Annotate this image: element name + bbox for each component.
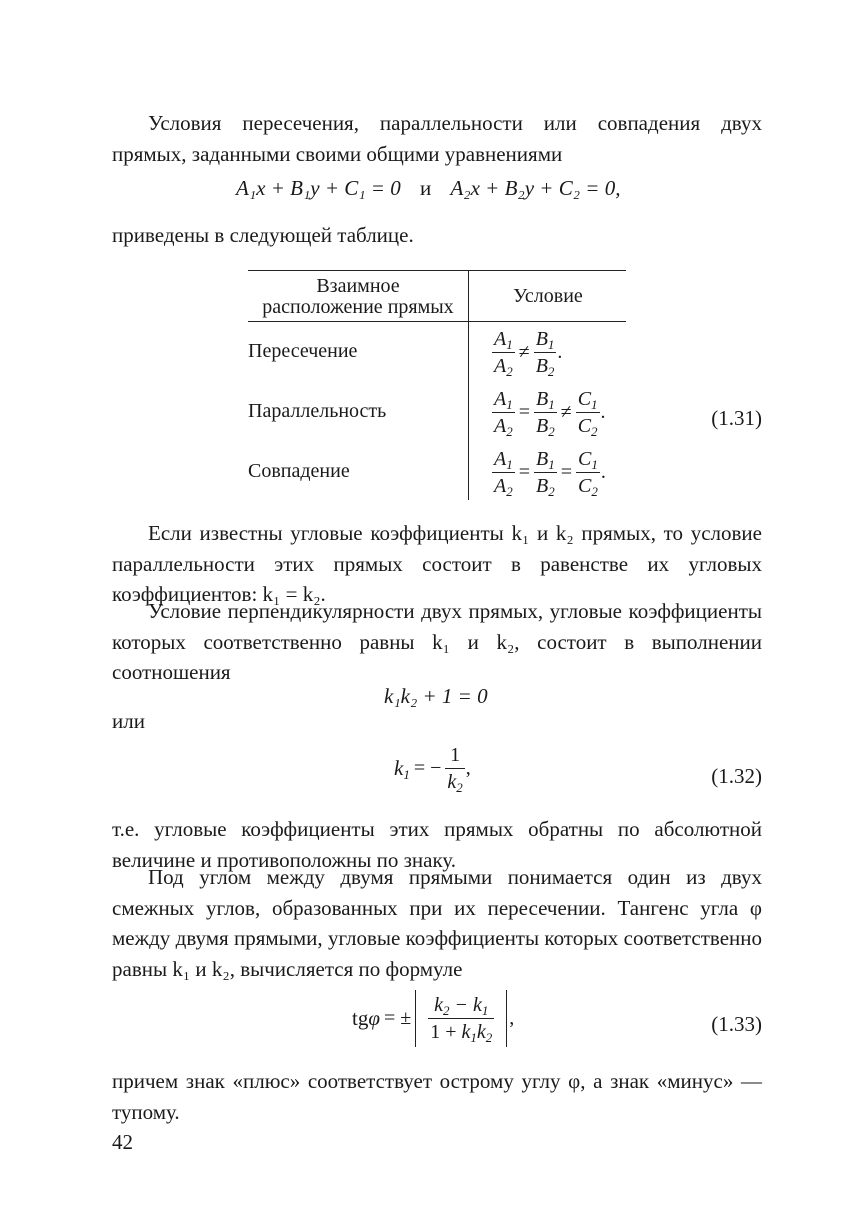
parallel-paragraph: Если известны угловые коэффициенты k₁ и k₂ прямых, то условие параллельности этих прямых состоит в равенстве их угловых коэффициентов: k₁ = k₂. [112,521,762,606]
header-position: Взаимное расположение прямых [262,275,454,318]
sign-paragraph: причем знак «плюс» соответствует острому углу φ, а знак «минус» — тупому. [112,1069,762,1124]
equation-and: и [419,176,432,200]
table-header-rule [248,321,626,322]
angle-paragraph: Под углом между двумя прямыми понимается один из двух смежных углов, образованных при их пересечении. Тангенс угла φ между двумя прямыми, угловые коэффициенты которых соответственно равны k₁ и k₂, вычисляется по формуле [112,865,762,981]
perpendicular-equation: k₁k₂ + 1 = 0 [384,684,488,708]
equation-number-1-33: (1.33) [711,1012,762,1036]
table-intro: приведены в следующей таблице. [112,223,414,247]
row-label-coincidence: Совпадение [248,460,350,482]
equation-line-2: A₂x + B₂y + C₂ = 0, [450,176,621,200]
condition-intersection: $\frac{A_1}{A_2}$ ≠ $\frac{B_1}{B_2}$ . [494,328,563,379]
condition-coincidence: $\frac{A_1}{A_2}$ = $\frac{B_1}{B_2}$ = $\frac{C_1}{C_2}$ . [494,448,606,499]
equation-number-1-31: (1.31) [711,406,762,430]
equation-line-1: A₁x + B₁y + C₁ = 0 [236,176,401,200]
word-or: или [112,709,145,733]
table-top-rule [248,270,626,271]
condition-parallel: $\frac{A_1}{A_2}$ = $\frac{B_1}{B_2}$ ≠ $\frac{C_1}{C_2}$ . [494,388,606,439]
equation-number-1-32: (1.32) [711,764,762,788]
header-condition: Условие [513,285,583,307]
formula-1-33: tgφ = ± $\frac{k_2 - k_1}{1 + k_1k_2}$ , [352,990,518,1047]
row-label-intersection: Пересечение [248,340,358,362]
general-equations [236,176,620,201]
formula-1-32: $k_1$ = − $\frac{1}{k_2}$ , [394,744,471,795]
row-label-parallel: Параллельность [248,400,387,422]
page-number: 42 [112,1130,133,1154]
perpendicular-paragraph: Условие перпендикулярности двух прямых, угловые коэффициенты которых соответственно равны k₁ и k₂, состоит в выполнении соотношения [112,599,762,684]
table-vertical-rule [468,270,469,500]
conditions-table [248,270,626,500]
after-1-32-paragraph: т.е. угловые коэффициенты этих прямых обратны по абсолютной величине и противоположны по знаку. [112,817,762,872]
intro-paragraph: Условия пересечения, параллельности или совпадения двух прямых, заданными своими общими уравнениями [112,111,762,166]
